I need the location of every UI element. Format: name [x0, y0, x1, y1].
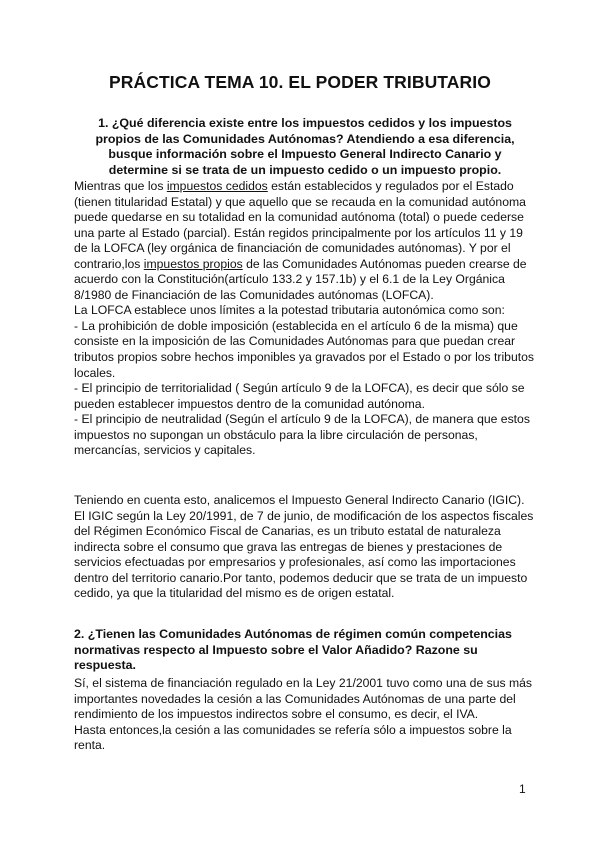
answer-paragraph: Sí, el sistema de financiación regulado en la Ley 21/2001 tuvo como una de sus más importantes novedades la cesión a las Comunidades Autónomas de una parte del rendimiento de los impuestos indirectos sobre el consumo, es decir, el IVA. — [74, 676, 532, 722]
answer-paragraph — [74, 179, 534, 303]
text-run: de las Comunidades Autónomas pueden crearse de acuerdo con la Constitución(artículo 133.2 y 157.1b) y el 6.1 de la Ley Orgánica 8/1980 de Financiación de las Comunidades autónomas (LOFCA). — [74, 256, 527, 302]
page-number: 1 — [519, 782, 526, 796]
question-2-heading: 2. ¿Tienen las Comunidades Autónomas de régimen común competencias normativas respecto al Impuesto sobre el Valor Añadido? Razone su respuesta. — [74, 627, 512, 673]
question-2-answer — [74, 676, 534, 754]
list-item: - La prohibición de doble imposición (establecida en el artículo 6 de la misma) que consiste en la imposición de las Comunidades Autónomas para que puedan crear tributos propios sobre hechos imponibles ya gravados por el Estado o por los tributos locales. — [74, 318, 534, 380]
text-run: Mientras que los — [74, 179, 167, 193]
link-impuestos-propios[interactable]: impuestos propios — [143, 256, 243, 271]
list-item: - El principio de territorialidad ( Según artículo 9 de la LOFCA), es decir que sólo se pueden establecer impuestos dentro de la comunidad autónoma. — [74, 381, 525, 411]
list-item: - El principio de neutralidad (Según el artículo 9 de la LOFCA), de manera que estos impuestos no supongan un obstáculo para la libre circulación de personas, mercancías, servicios y capitales. — [74, 412, 530, 458]
answer-paragraph: Teniendo en cuenta esto, analicemos el Impuesto General Indirecto Canario (IGIC). El IGIC según la Ley 20/1991, de 7 de junio, de modificación de los aspectos fiscales del Régimen Económico Fiscal de Canarias, es un tributo estatal de naturaleza indirecta sobre el consumo que grava las entregas de bienes y prestaciones de servicios efectuadas por empresarios y profesionales, así como las importaciones dentro del territorio canario.Por tanto, podemos deducir que se trata de un impuesto cedido, ya que la titularidad del mismo es de origen estatal. — [74, 493, 534, 601]
question-1-conclusion — [74, 493, 534, 602]
page-title: PRÁCTICA TEMA 10. EL PODER TRIBUTARIO — [109, 72, 491, 92]
question-1-heading: 1. ¿Qué diferencia existe entre los impuestos cedidos y los impuestos propios de las Comunidades Autónomas? Atendiendo a esa diferencia, busque información sobre el Impuesto General Indirecto Canario y determine si se trata de un impuesto cedido o un impuesto propio. — [95, 116, 515, 177]
link-impuestos-cedidos[interactable]: impuestos cedidos — [166, 179, 268, 193]
answer-paragraph: La LOFCA establece unos límites a la potestad tributaria autonómica como son: — [74, 303, 505, 318]
text-run: están establecidos y regulados por el Estado (tienen titularidad Estatal) y que aquello que se recauda en la comunidad autónoma puede quedarse en su totalidad en la comunidad autónoma (total) o puede cederse una parte al Estado (parcial). Están regidos principalmente por los artículos 11 y 19 de la LOFCA (ley orgánica de financiación de comunidades autónomas). Y por el contrario,los — [74, 179, 526, 271]
answer-paragraph: Hasta entonces,la cesión a las comunidades se refería sólo a impuestos sobre la renta. — [74, 722, 512, 753]
question-1-answer — [74, 179, 534, 459]
